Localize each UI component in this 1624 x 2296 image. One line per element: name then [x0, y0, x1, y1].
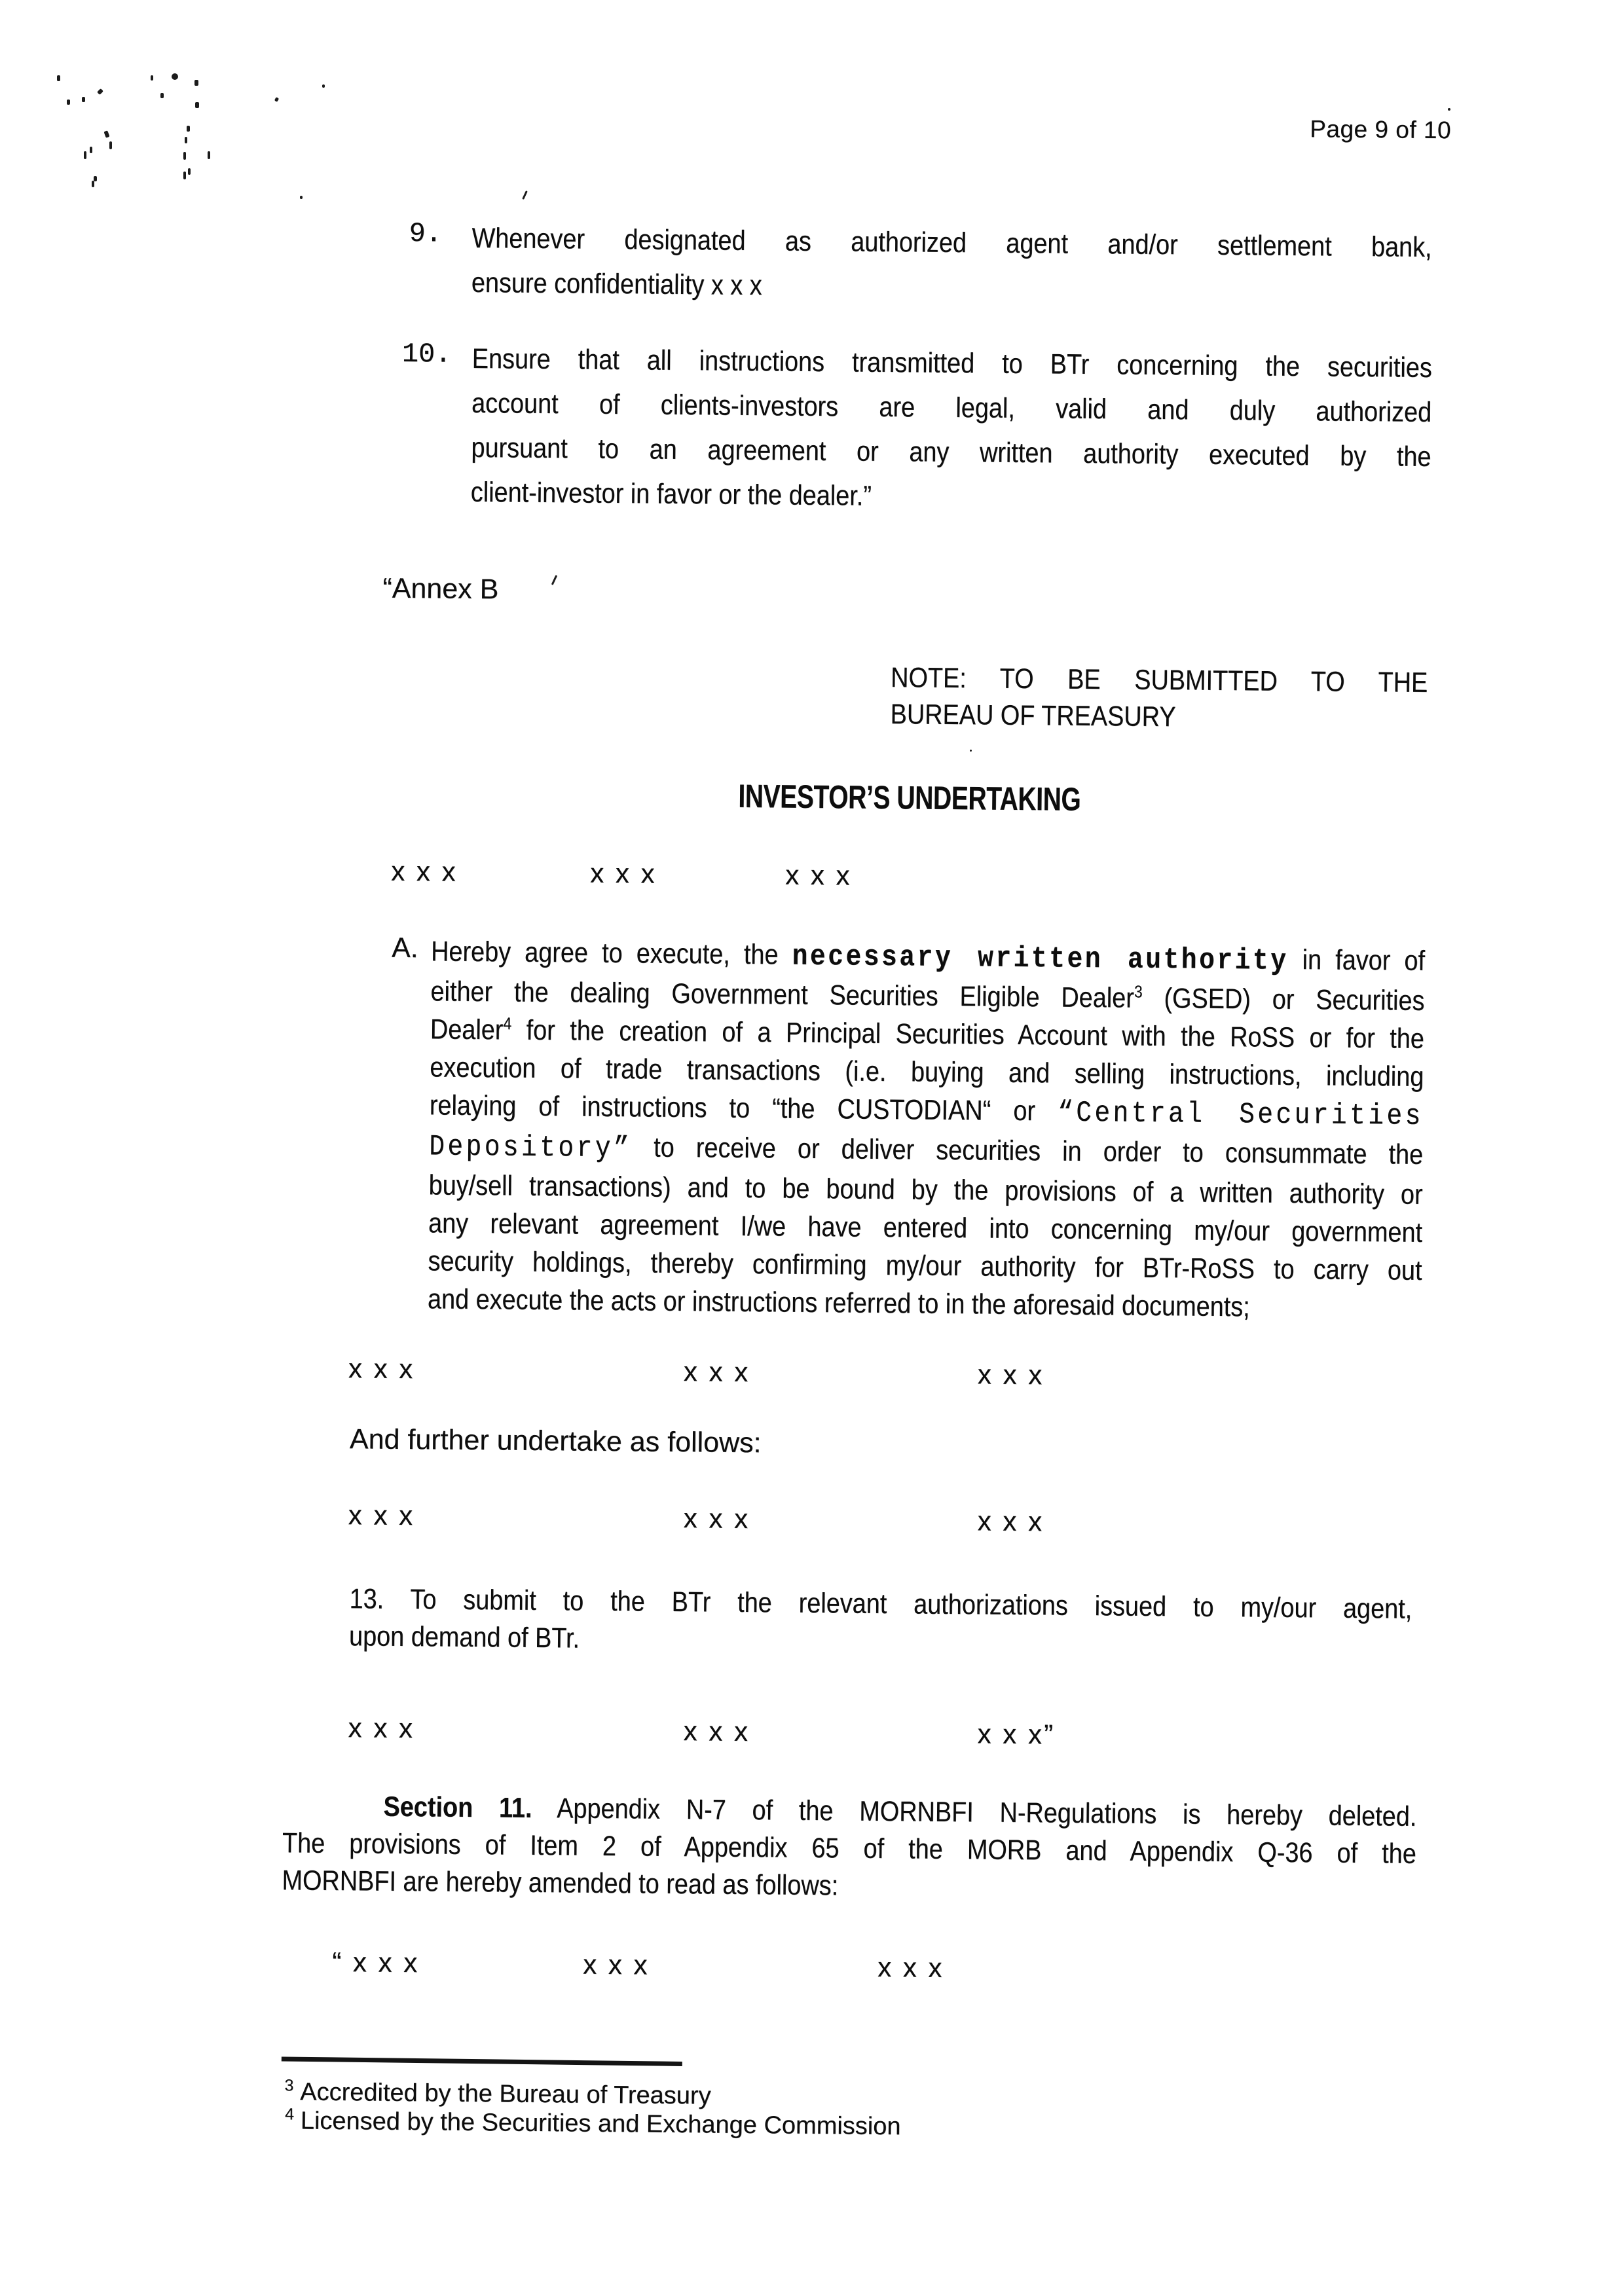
scan-speckle: [82, 97, 85, 102]
scan-speckle: [185, 137, 187, 143]
text-line: Depository” to receive or deliver securities in order to consummate the: [428, 1130, 1424, 1171]
scan-speckle: [208, 151, 210, 159]
scan-speckle: [109, 141, 112, 149]
item-9-number: 9.: [409, 218, 443, 250]
xxx-mark: x x x: [683, 1503, 750, 1535]
text-line: pursuant to an agreement or any written authority executed by the: [471, 431, 1431, 473]
text-line: execution of trade transactions (i.e. buying and selling instructions, including: [430, 1051, 1424, 1093]
section-11-paragraph: [282, 1787, 1416, 1910]
scan-speckle: [183, 152, 186, 160]
scan-speckle: [84, 151, 86, 159]
item-10-number: 10.: [401, 338, 452, 371]
scan-speckle: [92, 181, 94, 187]
footnote-divider: [282, 2056, 682, 2066]
xxx-mark: x x x”: [977, 1718, 1056, 1750]
further-undertake-text: And further undertake as follows:: [349, 1423, 762, 1459]
text-line: Dealer$^4$ for the creation of a Principal Securities Account with the RoSS or for the: [430, 1013, 1425, 1055]
xxx-row-3: [0, 1496, 1610, 1544]
item-13-text: [349, 1580, 1412, 1666]
text-line: NOTE: TO BE SUBMITTED TO THE: [890, 662, 1428, 699]
scan-speckle: [183, 172, 186, 179]
xxx-mark: x x x: [877, 1952, 944, 1983]
scan-speckle: [57, 75, 60, 81]
text-line: Hereby agree to execute, the necessary written authority in favor of: [430, 936, 1426, 978]
footnote-3-text: Accredited by the Bureau of Treasury: [300, 2078, 711, 2110]
scan-speckle: [160, 93, 164, 98]
xxx-row-1: [0, 852, 1615, 900]
annex-b-label: “Annex B: [382, 572, 499, 606]
scan-speckle: [1448, 108, 1450, 111]
xxx-mark: x x x: [683, 1356, 750, 1388]
xxx-mark: x x x: [683, 1715, 750, 1747]
xxx-row-5: [0, 1943, 1605, 1992]
text-line: buy/sell transactions) and to be bound by the provisions of a written authority or: [428, 1169, 1423, 1211]
scan-speckle: [194, 80, 198, 86]
scan-speckle: [322, 84, 325, 88]
scan-speckle: [300, 196, 303, 199]
text-line: relaying of instructions to “the CUSTODIAN“ or “Central Securities: [429, 1089, 1424, 1133]
xxx-mark: x x x: [391, 855, 458, 887]
text-line: Ensure that all instructions transmitted to BTr concerning the securities: [471, 342, 1433, 384]
text-line: client-investor in favor or the dealer.”: [470, 476, 872, 512]
xxx-mark: x x x: [348, 1712, 415, 1744]
xxx-row-4: [0, 1709, 1608, 1757]
scan-speckle: [90, 147, 92, 153]
text-line: 13. To submit to the BTr the relevant authorizations issued to my/our agent,: [349, 1583, 1412, 1625]
footnote-3-marker: 3: [284, 2076, 294, 2095]
text-line: ensure confidentiality x x x: [471, 266, 762, 302]
scan-speckle: [970, 750, 972, 752]
footnote-4-text: Licensed by the Securities and Exchange Commission: [300, 2107, 901, 2141]
scan-speckle: [94, 176, 97, 181]
scan-speckle: [195, 102, 199, 108]
xxx-mark: x x x: [348, 1353, 415, 1385]
text-line: and execute the acts or instructions referred to in the aforesaid documents;: [427, 1283, 1250, 1323]
undertaking-title: INVESTOR’S UNDERTAKING: [738, 777, 1081, 818]
text-line: account of clients-investors are legal, valid and duly authorized: [471, 387, 1432, 429]
scan-speckle: [188, 168, 191, 175]
xxx-mark: x x x: [348, 1499, 415, 1531]
xxx-row-2: [0, 1349, 1611, 1398]
text-line: either the dealing Government Securities Eligible Dealer$^3$ (GSED) or Securities: [430, 975, 1425, 1017]
text-line: MORNBFI are hereby amended to read as follows:: [282, 1865, 839, 1902]
xxx-mark: x x x: [590, 857, 657, 889]
paragraph-a-text: [428, 932, 1426, 1328]
item-10-text: [470, 337, 1432, 524]
text-line: security holdings, thereby confirming my/our authority for BTr-RoSS to carry out: [428, 1245, 1422, 1286]
scan-speckle: [67, 100, 70, 105]
xxx-mark: x x x: [583, 1948, 650, 1980]
footnote-3: [284, 2078, 711, 2110]
footnote-4-marker: 4: [284, 2105, 295, 2124]
paragraph-a-marker: A.: [391, 932, 418, 964]
page-number: Page 9 of 10: [1310, 115, 1452, 144]
item-9-text: [471, 216, 1432, 314]
text-line: upon demand of BTr.: [348, 1620, 580, 1654]
text-line: BUREAU OF TREASURY: [890, 699, 1176, 733]
footnote-4: [285, 2107, 901, 2141]
xxx-mark: “ x x x: [332, 1946, 420, 1978]
text-line: Section 11. Appendix N-7 of the MORNBFI N-Regulations is hereby deleted.: [383, 1791, 1417, 1832]
xxx-mark: x x x: [785, 859, 852, 891]
xxx-mark: x x x: [977, 1505, 1044, 1537]
scan-speckle: [151, 75, 153, 81]
note-block: [890, 659, 1428, 738]
scan-speckle: [187, 126, 190, 132]
text-line: any relevant agreement I/we have entered into concerning my/our government: [428, 1207, 1423, 1248]
text-line: The provisions of Item 2 of Appendix 65 of the MORB and Appendix Q-36 of the: [282, 1827, 1416, 1870]
text-line: Whenever designated as authorized agent and/or settlement bank,: [471, 222, 1432, 264]
xxx-mark: x x x: [977, 1358, 1044, 1391]
scan-speckle: [172, 73, 178, 80]
